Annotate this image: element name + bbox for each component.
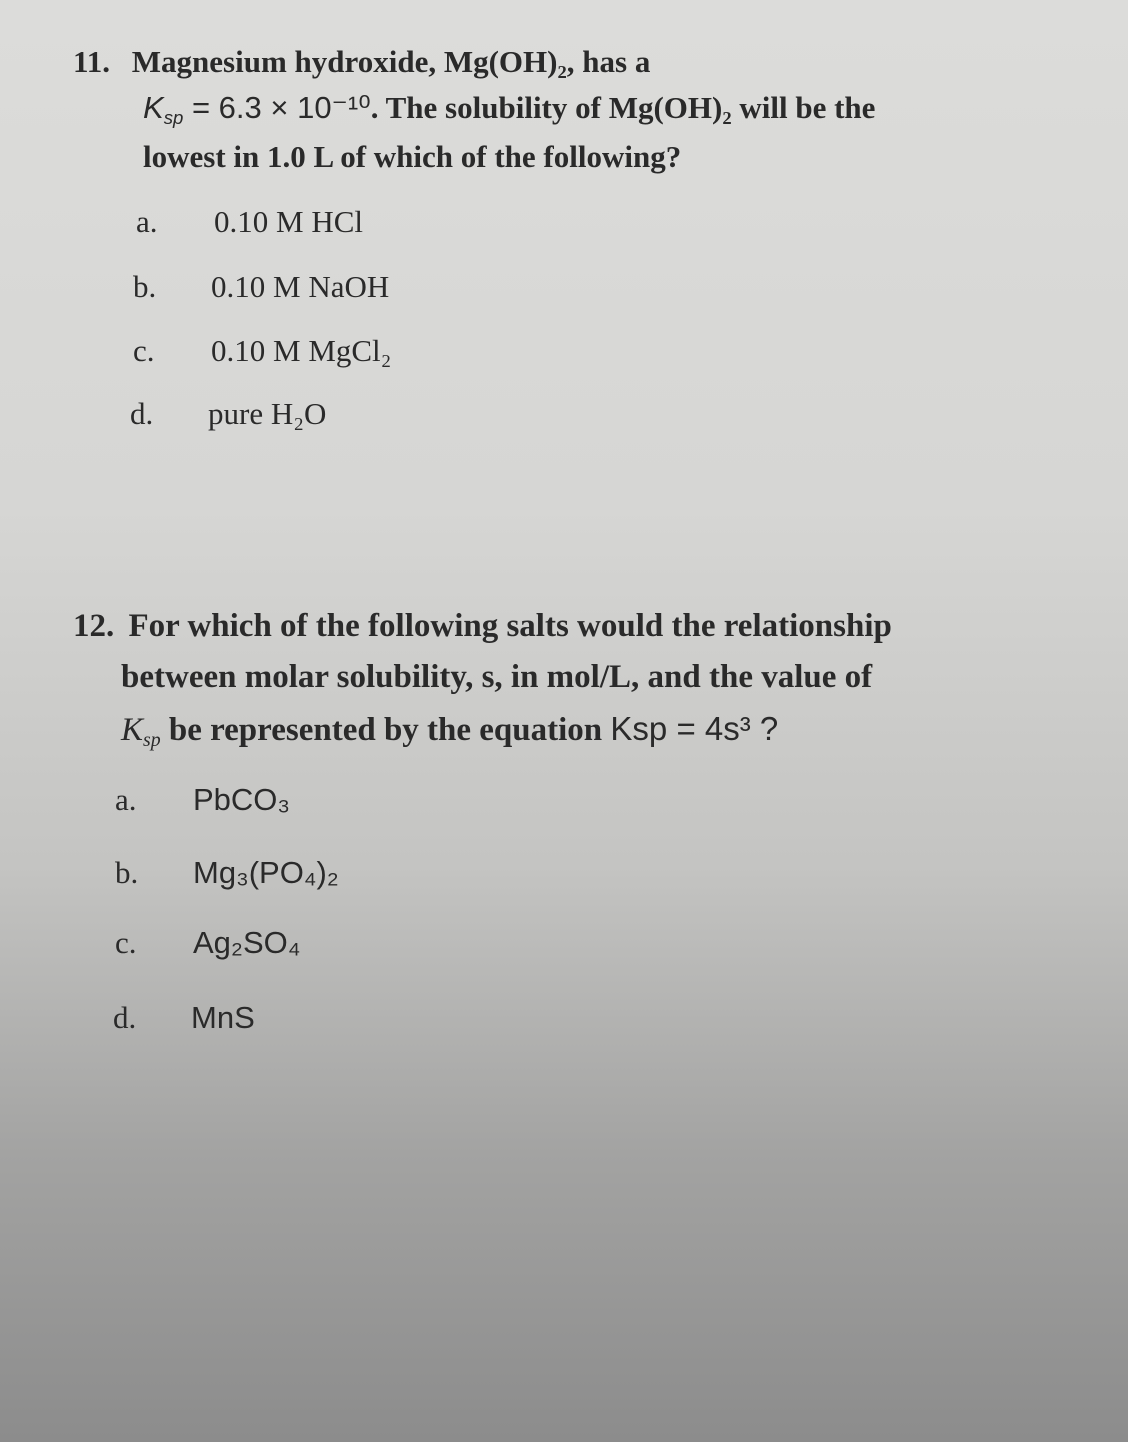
ksp-k: K xyxy=(143,90,164,125)
q12-option-c xyxy=(115,925,300,961)
option-label: a. xyxy=(136,204,158,239)
option-label: b. xyxy=(133,269,157,304)
ksp-value: = 6.3 × 10⁻¹⁰ xyxy=(183,90,371,125)
q12-text: For which of the following salts would the relationship xyxy=(128,608,892,644)
q11-line-3: lowest in 1.0 L of which of the following? xyxy=(143,139,682,174)
option-label: b. xyxy=(115,855,139,890)
option-text: PbCO₃ xyxy=(193,782,291,817)
ksp-sp: sp xyxy=(163,107,184,128)
q12-line-2: between molar solubility, s, in mol/L, and the value of xyxy=(121,659,873,695)
q11-option-c xyxy=(133,333,391,369)
option-text: 0.10 M NaOH xyxy=(211,269,390,304)
option-text: 0.10 M HCl xyxy=(214,204,363,239)
equation: Ksp = 4s³ xyxy=(610,710,751,747)
option-label: c. xyxy=(133,333,155,368)
q12-text-3: be represented by the equation xyxy=(160,712,611,748)
q12-option-a xyxy=(115,782,290,818)
question-mark: ? xyxy=(750,710,779,747)
option-text: pure H₂O xyxy=(208,396,327,431)
option-label: a. xyxy=(115,782,137,817)
q12-line-3 xyxy=(121,710,778,752)
q11-text: Magnesium hydroxide, Mg(OH)₂, has a xyxy=(131,44,651,79)
q11-number: 11. xyxy=(73,44,111,79)
q12-line-1 xyxy=(73,608,892,645)
option-label: d. xyxy=(130,396,154,431)
option-label: c. xyxy=(115,925,137,960)
q11-text-2: . The solubility of Mg(OH)₂ will be the xyxy=(370,90,876,125)
ksp-sp: sp xyxy=(143,729,161,751)
q12-number: 12. xyxy=(73,608,115,644)
ksp-k: K xyxy=(121,712,144,748)
q11-line-2 xyxy=(143,90,875,129)
q12-option-d xyxy=(113,1000,255,1036)
q11-option-d xyxy=(130,396,326,432)
q11-line-1 xyxy=(73,44,650,80)
q11-option-b xyxy=(133,269,389,305)
option-text: MnS xyxy=(191,1000,255,1035)
q11-option-a xyxy=(136,204,363,240)
option-text: Mg₃(PO₄)₂ xyxy=(193,855,339,890)
q12-option-b xyxy=(115,855,339,891)
option-text: Ag₂SO₄ xyxy=(193,925,301,960)
option-label: d. xyxy=(113,1000,137,1035)
option-text: 0.10 M MgCl₂ xyxy=(211,333,392,368)
